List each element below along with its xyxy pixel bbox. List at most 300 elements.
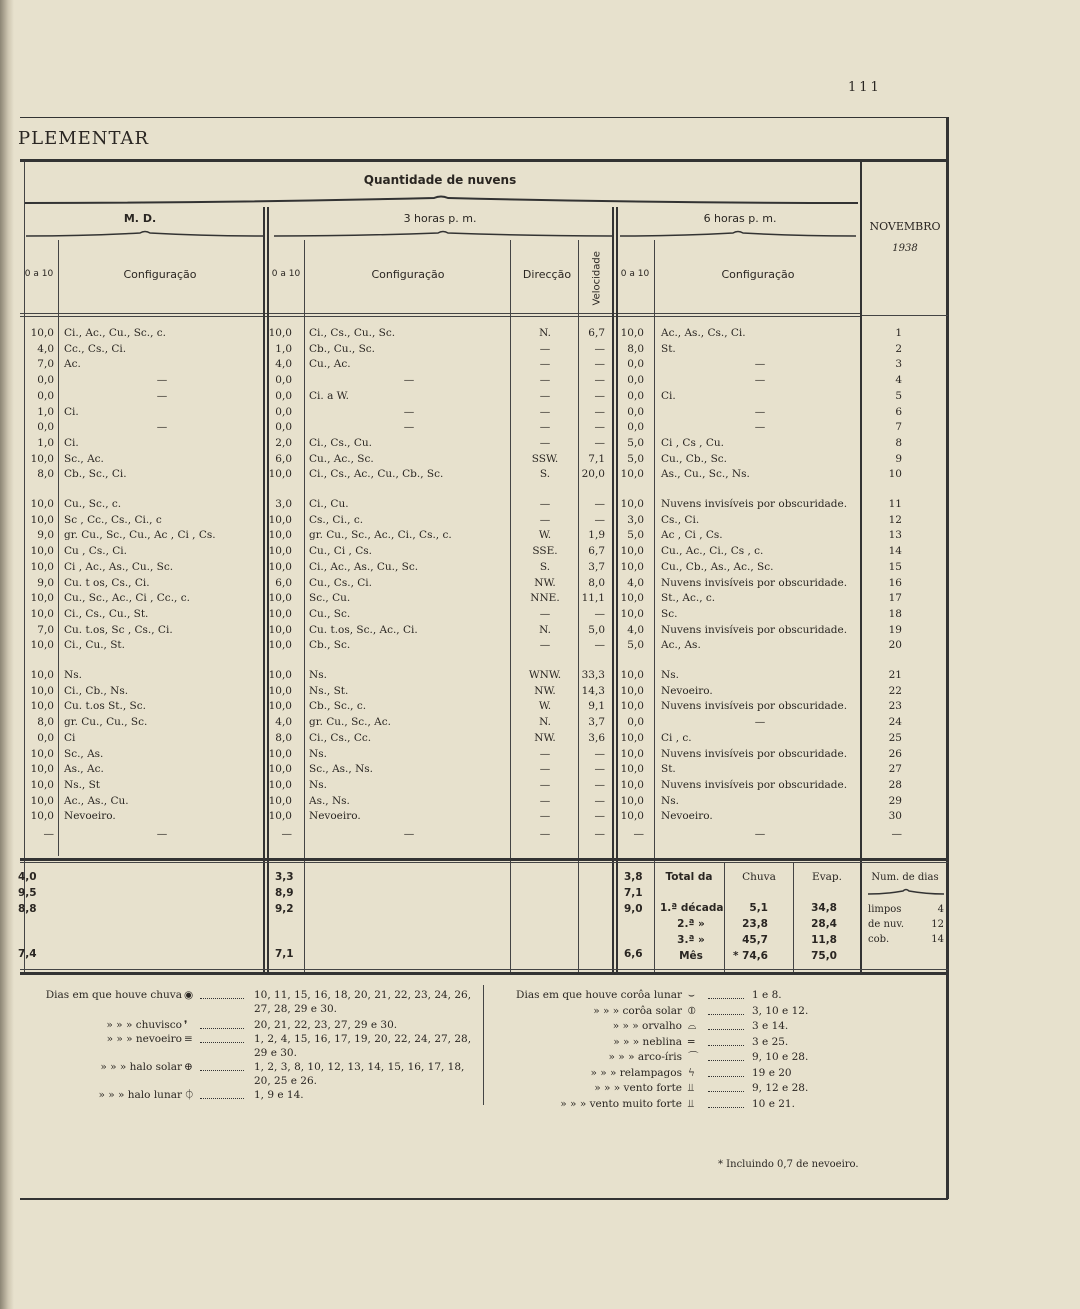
chuva-3: 45,7 xyxy=(742,934,768,946)
weather-symbol-icon: ϟ xyxy=(688,1066,695,1079)
evap-4: 75,0 xyxy=(811,950,837,962)
row-21-md-config: Ns. xyxy=(64,669,82,681)
row-12-h6-amount: 3,0 xyxy=(627,513,644,526)
row-15-velocity: 3,7 xyxy=(588,560,605,573)
row-20-h3-amount: 10,0 xyxy=(268,639,292,652)
weather-symbol-icon: ⫫ xyxy=(688,1082,694,1094)
row-2-md-amount: 4,0 xyxy=(37,342,54,355)
row-1-direction: N. xyxy=(539,327,551,339)
row-10-day-number: 10 xyxy=(888,468,902,481)
row-14-md-config: Cu , Cs., Ci. xyxy=(64,545,127,558)
row-15-h6-config: Cu., Cb., As., Ac., Sc. xyxy=(661,560,774,573)
fn-left-days-3: 1, 2, 4, 15, 16, 17, 19, 20, 22, 24, 27, 28, xyxy=(254,1033,472,1045)
row-25-h3-amount: 8,0 xyxy=(275,731,292,744)
row-24-h6-config: — xyxy=(754,716,766,729)
md-brace xyxy=(26,230,264,240)
row-31-direction: — xyxy=(539,828,551,840)
fn-left-days-4: 1, 2, 3, 8, 10, 12, 13, 14, 15, 16, 17, 18, xyxy=(254,1061,465,1073)
h3-scale-heading: 0 a 10 xyxy=(271,269,301,279)
row-20-h6-config: Ac., As. xyxy=(661,639,701,652)
leader-dots xyxy=(708,1081,744,1092)
row-17-md-config: Cu., Sc., Ac., Ci , Cc., c. xyxy=(64,592,190,605)
row-19-h6-amount: 4,0 xyxy=(627,623,644,636)
table-bottom-rule-2 xyxy=(20,972,948,975)
row-20-direction: — xyxy=(539,639,551,652)
row-23-day-number: 23 xyxy=(888,700,902,713)
row-7-md-config: — xyxy=(156,421,168,434)
row-21-velocity: 33,3 xyxy=(581,669,605,681)
row-3-md-amount: 7,0 xyxy=(37,358,54,371)
row-9-md-amount: 10,0 xyxy=(30,452,54,465)
h6-summary-2: 7,1 xyxy=(624,887,643,899)
row-26-h3-amount: 10,0 xyxy=(268,747,292,760)
chuva-4: * 74,6 xyxy=(732,950,768,962)
row-21-h6-amount: 10,0 xyxy=(620,669,644,681)
row-19-day-number: 19 xyxy=(888,623,902,636)
row-28-direction: — xyxy=(539,778,551,791)
h6-config-heading: Configuração xyxy=(721,268,795,281)
row-11-day-number: 11 xyxy=(888,498,902,510)
md-config-heading: Configuração xyxy=(123,268,197,281)
row-31-h6-config: — xyxy=(754,828,766,840)
row-3-direction: — xyxy=(539,358,551,371)
fn-right-label-5: » » » arco-íris xyxy=(608,1051,682,1063)
row-14-md-amount: 10,0 xyxy=(30,545,54,558)
section-title: PLEMENTAR xyxy=(18,128,150,149)
row-25-velocity: 3,6 xyxy=(588,731,605,744)
weather-symbol-icon: ⫫ xyxy=(688,1097,694,1110)
footnote-divider xyxy=(483,985,484,1105)
row-19-md-config: Cu. t.os, Sc , Cs., Ci. xyxy=(64,623,173,636)
row-5-velocity: — xyxy=(594,389,605,402)
row-26-velocity: — xyxy=(594,747,605,760)
row-1-h6-config: Ac., As., Cs., Ci. xyxy=(661,327,746,339)
row-19-md-amount: 7,0 xyxy=(37,623,54,636)
row-25-h6-amount: 10,0 xyxy=(620,731,644,744)
fn-right-label-8: » » » vento muito forte xyxy=(560,1097,682,1110)
fn-left-days-5: 1, 9 e 14. xyxy=(254,1089,304,1101)
row-31-md-amount: — xyxy=(43,828,54,840)
row-4-h6-amount: 0,0 xyxy=(627,374,644,387)
row-27-md-config: As., Ac. xyxy=(64,763,104,776)
row-5-md-config: — xyxy=(156,389,168,402)
row-15-md-config: Ci , Ac., As., Cu., Sc. xyxy=(64,560,174,573)
row-1-day-number: 1 xyxy=(895,327,902,339)
fn-left-label-2: » » » chuvisco xyxy=(106,1019,182,1031)
group-brace xyxy=(24,195,858,207)
row-1-h3-amount: 10,0 xyxy=(268,327,292,339)
row-19-velocity: 5,0 xyxy=(588,623,605,636)
row-21-direction: WNW. xyxy=(528,669,562,681)
row-10-h3-config: Ci., Cs., Ac., Cu., Cb., Sc. xyxy=(309,468,444,481)
row-4-h3-config: — xyxy=(403,374,415,387)
row-12-md-amount: 10,0 xyxy=(30,513,54,526)
row-12-h6-config: Cs., Ci. xyxy=(661,513,700,526)
row-14-h3-amount: 10,0 xyxy=(268,545,292,558)
row-12-md-config: Sc , Cc., Cs., Ci., c xyxy=(64,513,162,526)
fn-left-label-5: » » » halo lunar xyxy=(98,1089,182,1101)
h6-summary-3: 9,0 xyxy=(624,903,643,915)
row-14-velocity: 6,7 xyxy=(588,545,605,558)
row-1-velocity: 6,7 xyxy=(588,327,605,339)
row-28-h3-config: Ns. xyxy=(309,778,327,791)
fn-left-days-1: 10, 11, 15, 16, 18, 20, 21, 22, 23, 24, 26, xyxy=(254,989,472,1001)
row-19-h3-config: Cu. t.os, Sc., Ac., Ci. xyxy=(309,623,418,636)
row-6-h6-config: — xyxy=(754,405,766,418)
row-29-h6-amount: 10,0 xyxy=(620,794,644,807)
page-binding-shadow xyxy=(0,0,14,1309)
row-22-h6-amount: 10,0 xyxy=(620,684,644,697)
row-12-velocity: — xyxy=(594,513,605,526)
row-7-md-amount: 0,0 xyxy=(37,421,54,434)
evap-1: 34,8 xyxy=(811,902,837,914)
row-11-h3-amount: 3,0 xyxy=(275,498,292,510)
row-17-direction: NNE. xyxy=(530,592,560,605)
row-28-h3-amount: 10,0 xyxy=(268,778,292,791)
row-16-md-config: Cu. t os, Cs., Ci. xyxy=(64,576,150,589)
row-27-velocity: — xyxy=(594,763,605,776)
row-8-md-amount: 1,0 xyxy=(37,436,54,449)
row-27-h6-config: St. xyxy=(661,763,676,776)
row-28-md-amount: 10,0 xyxy=(30,778,54,791)
row-11-h3-config: Ci., Cu. xyxy=(309,498,349,510)
chuva-2: 23,8 xyxy=(742,918,768,930)
row-6-h6-amount: 0,0 xyxy=(627,405,644,418)
evap-3: 11,8 xyxy=(811,934,837,946)
leader-dots xyxy=(708,1035,744,1046)
year-heading: 1938 xyxy=(892,243,918,254)
row-20-velocity: — xyxy=(594,639,605,652)
row-31-velocity: — xyxy=(594,828,605,840)
row-29-md-amount: 10,0 xyxy=(30,794,54,807)
row-31-h6-amount: — xyxy=(633,828,644,840)
fn-right-label-6: » » » relampagos xyxy=(590,1066,682,1079)
fn-right-days-8: 10 e 21. xyxy=(752,1097,795,1110)
row-26-md-amount: 10,0 xyxy=(30,747,54,760)
row-16-velocity: 8,0 xyxy=(588,576,605,589)
row-20-day-number: 20 xyxy=(888,639,902,652)
fn-right-label-2: » » » corôa solar xyxy=(593,1004,682,1017)
row-22-md-amount: 10,0 xyxy=(30,684,54,697)
row-16-h6-amount: 4,0 xyxy=(627,576,644,589)
row-7-h6-config: — xyxy=(754,421,766,434)
weather-symbol-icon: ❜ xyxy=(184,1019,188,1031)
fn-right-days-5: 9, 10 e 28. xyxy=(752,1051,809,1063)
row-6-velocity: — xyxy=(594,405,605,418)
dias-label-3: cob. xyxy=(868,934,890,945)
row-6-h3-config: — xyxy=(403,405,415,418)
md-summary-4: 7,4 xyxy=(18,948,37,960)
col-line xyxy=(793,862,794,972)
row-23-direction: W. xyxy=(538,700,552,713)
h3-heading: 3 horas p. m. xyxy=(403,212,477,225)
leader-dots xyxy=(708,1004,744,1015)
row-11-md-config: Cu., Sc., c. xyxy=(64,498,122,510)
fn-right-label-4: » » » neblina xyxy=(613,1035,682,1048)
weather-symbol-icon: ⌒ xyxy=(688,1051,699,1063)
row-7-velocity: — xyxy=(594,421,605,434)
row-22-velocity: 14,3 xyxy=(581,684,605,697)
row-8-md-config: Ci. xyxy=(64,436,79,449)
velocity-heading: Velocidade xyxy=(591,251,603,306)
row-8-h6-config: Ci , Cs , Cu. xyxy=(661,436,724,449)
row-24-day-number: 24 xyxy=(888,716,902,729)
md-heading: M. D. xyxy=(123,212,157,225)
col-line xyxy=(58,240,59,856)
row-30-md-config: Nevoeiro. xyxy=(64,810,116,823)
row-9-h6-config: Cu., Cb., Sc. xyxy=(661,452,727,465)
row-7-day-number: 7 xyxy=(895,421,902,434)
row-31-day-number: — xyxy=(891,828,902,840)
header-rule-2 xyxy=(20,316,862,317)
row-23-md-amount: 10,0 xyxy=(30,700,54,713)
leader-dots xyxy=(708,1066,744,1077)
row-23-h3-amount: 10,0 xyxy=(268,700,292,713)
row-12-direction: — xyxy=(539,513,551,526)
fn-right-days-7: 9, 12 e 28. xyxy=(752,1082,809,1094)
row-6-h3-amount: 0,0 xyxy=(275,405,292,418)
num-dias-brace xyxy=(868,888,944,898)
row-24-direction: N. xyxy=(539,716,551,729)
row-31-md-config: — xyxy=(156,828,168,840)
row-10-md-amount: 8,0 xyxy=(37,468,54,481)
row-3-h6-config: — xyxy=(754,358,766,371)
row-27-h6-amount: 10,0 xyxy=(620,763,644,776)
row-18-h3-amount: 10,0 xyxy=(268,607,292,620)
row-15-h6-amount: 10,0 xyxy=(620,560,644,573)
row-16-h3-config: Cu., Cs., Ci. xyxy=(309,576,372,589)
row-27-h3-amount: 10,0 xyxy=(268,763,292,776)
row-2-h3-amount: 1,0 xyxy=(275,342,292,355)
fn-left-label-1: Dias em que houve chuva xyxy=(45,989,182,1001)
row-17-h3-config: Sc., Cu. xyxy=(309,592,351,605)
row-4-md-config: — xyxy=(156,374,168,387)
period-4: Mês xyxy=(679,950,703,962)
row-15-h3-config: Ci., Ac., As., Cu., Sc. xyxy=(309,560,419,573)
row-8-velocity: — xyxy=(594,436,605,449)
row-12-day-number: 12 xyxy=(888,513,902,526)
row-10-h3-amount: 10,0 xyxy=(268,468,292,481)
row-27-md-amount: 10,0 xyxy=(30,763,54,776)
fn-left-days-cont-4: 20, 25 e 26. xyxy=(254,1075,317,1087)
fn-right-days-3: 3 e 14. xyxy=(752,1020,789,1032)
row-28-day-number: 28 xyxy=(888,778,902,791)
row-26-md-config: Sc., As. xyxy=(64,747,104,760)
row-10-md-config: Cb., Sc., Ci. xyxy=(64,468,127,481)
row-9-h3-config: Cu., Ac., Sc. xyxy=(309,452,374,465)
row-4-md-amount: 0,0 xyxy=(37,374,54,387)
fn-right-days-2: 3, 10 e 12. xyxy=(752,1004,809,1017)
weather-symbol-icon: ⌣ xyxy=(688,989,695,1001)
row-29-day-number: 29 xyxy=(888,794,902,807)
title-rule xyxy=(20,159,948,162)
row-24-h3-amount: 4,0 xyxy=(275,716,292,729)
row-3-h3-amount: 4,0 xyxy=(275,358,292,371)
row-14-direction: SSE. xyxy=(532,545,558,558)
row-14-h6-config: Cu., Ac., Ci., Cs , c. xyxy=(661,545,764,558)
row-30-day-number: 30 xyxy=(888,810,902,823)
row-19-direction: N. xyxy=(539,623,551,636)
row-21-day-number: 21 xyxy=(888,669,902,681)
row-20-h6-amount: 5,0 xyxy=(627,639,644,652)
row-30-velocity: — xyxy=(594,810,605,823)
fn-right-label-1: Dias em que houve corôa lunar xyxy=(516,989,682,1001)
h3-config-heading: Configuração xyxy=(371,268,445,281)
h3-summary-3: 9,2 xyxy=(275,903,294,915)
md-summary-2: 9,5 xyxy=(18,887,37,899)
row-25-direction: NW. xyxy=(534,731,556,744)
row-18-md-amount: 10,0 xyxy=(30,607,54,620)
row-15-md-amount: 10,0 xyxy=(30,560,54,573)
row-18-h6-amount: 10,0 xyxy=(620,607,644,620)
row-9-velocity: 7,1 xyxy=(588,452,605,465)
fn-right-days-1: 1 e 8. xyxy=(752,989,782,1001)
row-17-h6-amount: 10,0 xyxy=(620,592,644,605)
row-6-direction: — xyxy=(539,405,551,418)
weather-symbol-icon: ⦶ xyxy=(688,1004,696,1017)
row-5-h6-config: Ci. xyxy=(661,389,676,402)
row-28-md-config: Ns., St xyxy=(64,778,101,791)
md-scale-heading: 0 a 10 xyxy=(24,269,54,279)
frame-right-rule xyxy=(946,117,949,1199)
row-13-h6-config: Ac , Ci , Cs. xyxy=(661,529,723,542)
row-8-day-number: 8 xyxy=(895,436,902,449)
weather-symbol-icon: ⏀ xyxy=(184,1089,195,1101)
row-26-h6-amount: 10,0 xyxy=(620,747,644,760)
row-13-h3-amount: 10,0 xyxy=(268,529,292,542)
row-9-h6-amount: 5,0 xyxy=(627,452,644,465)
row-1-md-amount: 10,0 xyxy=(30,327,54,339)
row-18-h3-config: Cu., Sc. xyxy=(309,607,351,620)
row-7-direction: — xyxy=(539,421,551,434)
row-29-h3-amount: 10,0 xyxy=(268,794,292,807)
row-4-velocity: — xyxy=(594,374,605,387)
md-summary-3: 8,8 xyxy=(18,903,37,915)
row-11-velocity: — xyxy=(594,498,605,510)
row-2-h3-config: Cb., Cu., Sc. xyxy=(309,342,375,355)
header-rule-3 xyxy=(862,315,948,316)
row-28-h6-config: Nuvens invisíveis por obscuridade. xyxy=(661,778,848,791)
row-5-h3-config: Ci. a W. xyxy=(309,389,349,402)
row-18-day-number: 18 xyxy=(888,607,902,620)
row-5-md-amount: 0,0 xyxy=(37,389,54,402)
row-5-direction: — xyxy=(539,389,551,402)
summary-rule xyxy=(20,858,948,861)
row-15-direction: S. xyxy=(539,560,551,573)
row-21-h6-config: Ns. xyxy=(661,669,679,681)
row-16-md-amount: 9,0 xyxy=(37,576,54,589)
row-30-h6-amount: 10,0 xyxy=(620,810,644,823)
leader-dots xyxy=(708,988,744,999)
row-13-day-number: 13 xyxy=(888,529,902,542)
weather-symbol-icon: ⌓ xyxy=(688,1020,697,1032)
chuva-label: Chuva xyxy=(742,871,776,883)
row-13-md-amount: 9,0 xyxy=(37,529,54,542)
row-2-md-config: Cc., Cs., Ci. xyxy=(64,342,127,355)
direction-heading: Direcção xyxy=(522,268,572,281)
row-14-h3-config: Cu., Ci , Cs. xyxy=(309,545,372,558)
row-23-h3-config: Cb., Sc., c. xyxy=(309,700,367,713)
row-10-h6-amount: 10,0 xyxy=(620,468,644,481)
period-1: 1.ª década xyxy=(660,902,724,914)
row-18-velocity: — xyxy=(594,607,605,620)
row-5-day-number: 5 xyxy=(895,389,902,402)
row-31-h3-config: — xyxy=(403,828,415,840)
row-13-h3-config: gr. Cu., Sc., Ac., Ci., Cs., c. xyxy=(309,529,452,542)
row-7-h3-config: — xyxy=(403,421,415,434)
row-17-md-amount: 10,0 xyxy=(30,592,54,605)
row-16-h6-config: Nuvens invisíveis por obscuridade. xyxy=(661,576,848,589)
row-18-h6-config: Sc. xyxy=(661,607,678,620)
row-3-md-config: Ac. xyxy=(64,358,81,371)
row-29-h3-config: As., Ns. xyxy=(309,794,350,807)
md-summary-1: 4,0 xyxy=(18,871,37,883)
weather-symbol-icon: ◉ xyxy=(184,989,194,1001)
period-3: 3.ª » xyxy=(677,934,705,946)
row-14-h6-amount: 10,0 xyxy=(620,545,644,558)
row-19-h3-amount: 10,0 xyxy=(268,623,292,636)
row-24-h3-config: gr. Cu., Sc., Ac. xyxy=(309,716,391,729)
row-21-h3-config: Ns. xyxy=(309,669,327,681)
row-3-h6-amount: 0,0 xyxy=(627,358,644,371)
leader-dots xyxy=(200,1088,244,1099)
row-22-md-config: Ci., Cb., Ns. xyxy=(64,684,129,697)
row-3-velocity: — xyxy=(594,358,605,371)
row-21-md-amount: 10,0 xyxy=(30,669,54,681)
h6-heading: 6 horas p. m. xyxy=(703,212,777,225)
row-5-h6-amount: 0,0 xyxy=(627,389,644,402)
row-17-h6-config: St., Ac., c. xyxy=(661,592,716,605)
row-26-day-number: 26 xyxy=(888,747,902,760)
row-29-md-config: Ac., As., Cu. xyxy=(64,794,129,807)
dias-count-1: 4 xyxy=(937,904,944,915)
row-27-direction: — xyxy=(539,763,551,776)
row-19-h6-config: Nuvens invisíveis por obscuridade. xyxy=(661,623,848,636)
row-15-h3-amount: 10,0 xyxy=(268,560,292,573)
row-18-md-config: Ci., Cs., Cu., St. xyxy=(64,607,149,620)
row-11-h6-config: Nuvens invisíveis por obscuridade. xyxy=(661,498,848,510)
row-16-day-number: 16 xyxy=(888,576,902,589)
row-28-velocity: — xyxy=(594,778,605,791)
row-9-md-config: Sc., Ac. xyxy=(64,452,104,465)
row-6-day-number: 6 xyxy=(895,405,902,418)
row-4-direction: — xyxy=(539,374,551,387)
row-24-h6-amount: 0,0 xyxy=(627,716,644,729)
row-17-velocity: 11,1 xyxy=(581,592,605,605)
h3-summary-4: 7,1 xyxy=(275,948,294,960)
row-15-day-number: 15 xyxy=(888,560,902,573)
row-22-h3-amount: 10,0 xyxy=(268,684,292,697)
row-8-h3-config: Ci., Cs., Cu. xyxy=(309,436,372,449)
fn-left-label-3: » » » nevoeiro xyxy=(106,1033,182,1045)
row-6-md-amount: 1,0 xyxy=(37,405,54,418)
row-17-h3-amount: 10,0 xyxy=(268,592,292,605)
row-4-h3-amount: 0,0 xyxy=(275,374,292,387)
row-12-h3-amount: 10,0 xyxy=(268,513,292,526)
row-16-h3-amount: 6,0 xyxy=(275,576,292,589)
month-heading: NOVEMBRO xyxy=(869,220,941,233)
row-4-day-number: 4 xyxy=(895,374,902,387)
row-30-h6-config: Nevoeiro. xyxy=(661,810,713,823)
row-20-md-config: Ci., Cu., St. xyxy=(64,639,125,652)
h6-brace xyxy=(620,230,856,240)
row-23-md-config: Cu. t.os St., Sc. xyxy=(64,700,146,713)
leader-dots xyxy=(200,1032,244,1043)
leader-dots xyxy=(708,1050,744,1061)
row-9-h3-amount: 6,0 xyxy=(275,452,292,465)
row-1-h3-config: Ci., Cs., Cu., Sc. xyxy=(309,327,396,339)
row-30-direction: — xyxy=(539,810,551,823)
